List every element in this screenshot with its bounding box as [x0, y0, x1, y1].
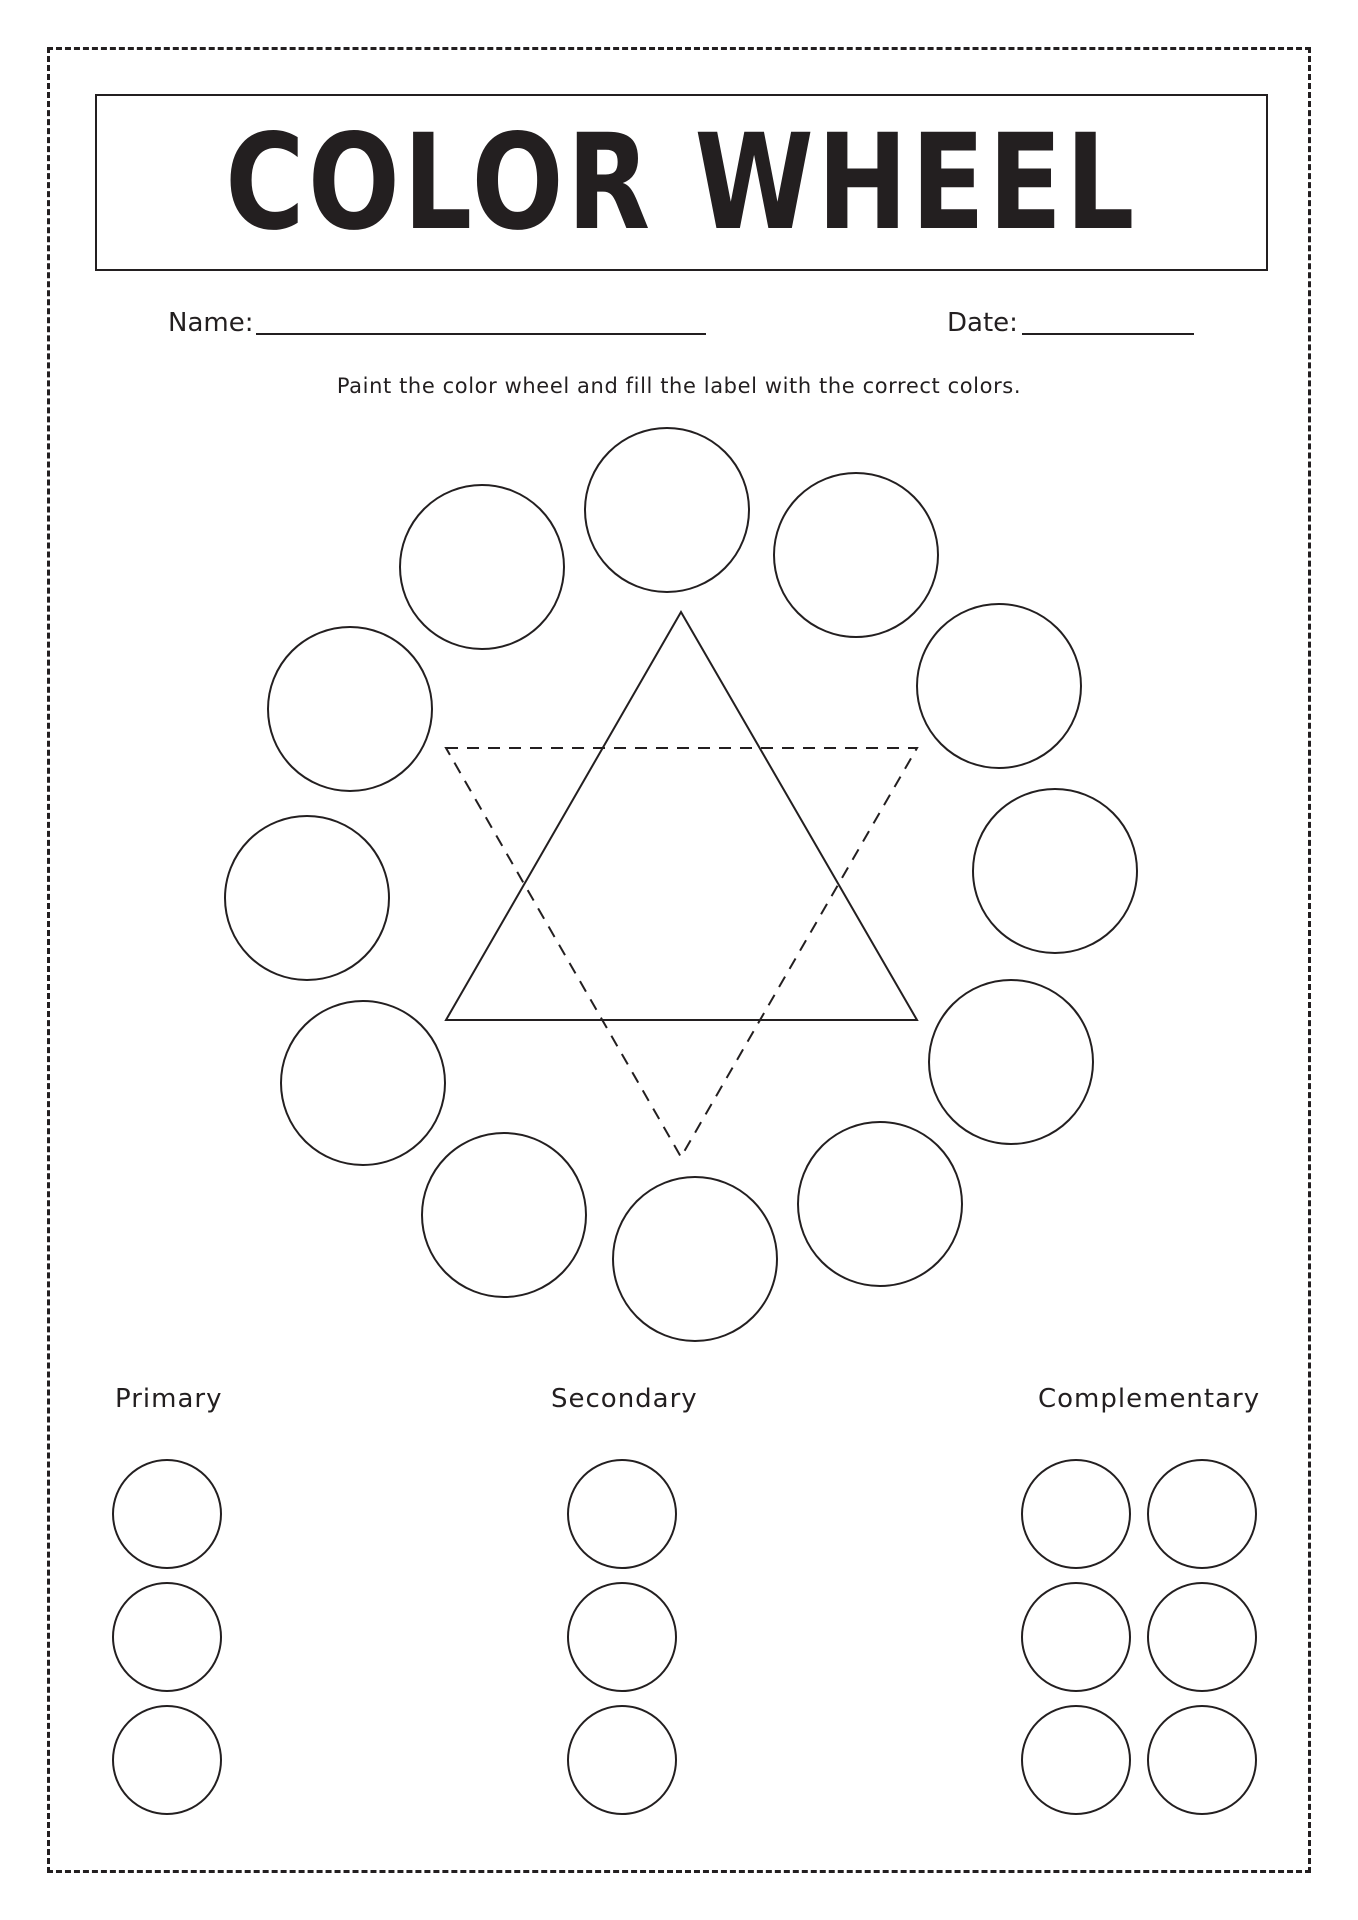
dashed-triangle: [446, 748, 917, 1157]
complementary-circle[interactable]: [1148, 1460, 1256, 1568]
primary-circle[interactable]: [113, 1583, 221, 1691]
primary-circle[interactable]: [113, 1460, 221, 1568]
wheel-circle[interactable]: [917, 604, 1081, 768]
secondary-circle[interactable]: [568, 1460, 676, 1568]
wheel-circle[interactable]: [585, 428, 749, 592]
complementary-circle[interactable]: [1022, 1460, 1130, 1568]
secondary-circle[interactable]: [568, 1583, 676, 1691]
complementary-circle[interactable]: [1022, 1706, 1130, 1814]
name-label: Name:: [168, 308, 254, 338]
wheel-circle[interactable]: [225, 816, 389, 980]
page-title: COLOR WHEEL: [225, 105, 1138, 260]
wheel-circle[interactable]: [929, 980, 1093, 1144]
wheel-circle[interactable]: [798, 1122, 962, 1286]
secondary-circle[interactable]: [568, 1706, 676, 1814]
primary-circle[interactable]: [113, 1706, 221, 1814]
wheel-circle[interactable]: [281, 1001, 445, 1165]
complementary-circle[interactable]: [1148, 1583, 1256, 1691]
solid-triangle: [446, 612, 917, 1020]
wheel-circle[interactable]: [268, 627, 432, 791]
instruction-text: Paint the color wheel and fill the label with the correct colors.: [336, 374, 1022, 398]
secondary-label: Secondary: [551, 1384, 698, 1414]
wheel-circle[interactable]: [774, 473, 938, 637]
wheel-circle[interactable]: [422, 1133, 586, 1297]
wheel-circle[interactable]: [613, 1177, 777, 1341]
complementary-circle[interactable]: [1148, 1706, 1256, 1814]
complementary-circle[interactable]: [1022, 1583, 1130, 1691]
primary-label: Primary: [115, 1384, 223, 1414]
complementary-label: Complementary: [1038, 1384, 1261, 1414]
wheel-circle[interactable]: [973, 789, 1137, 953]
date-label: Date:: [947, 308, 1018, 338]
wheel-circle[interactable]: [400, 485, 564, 649]
